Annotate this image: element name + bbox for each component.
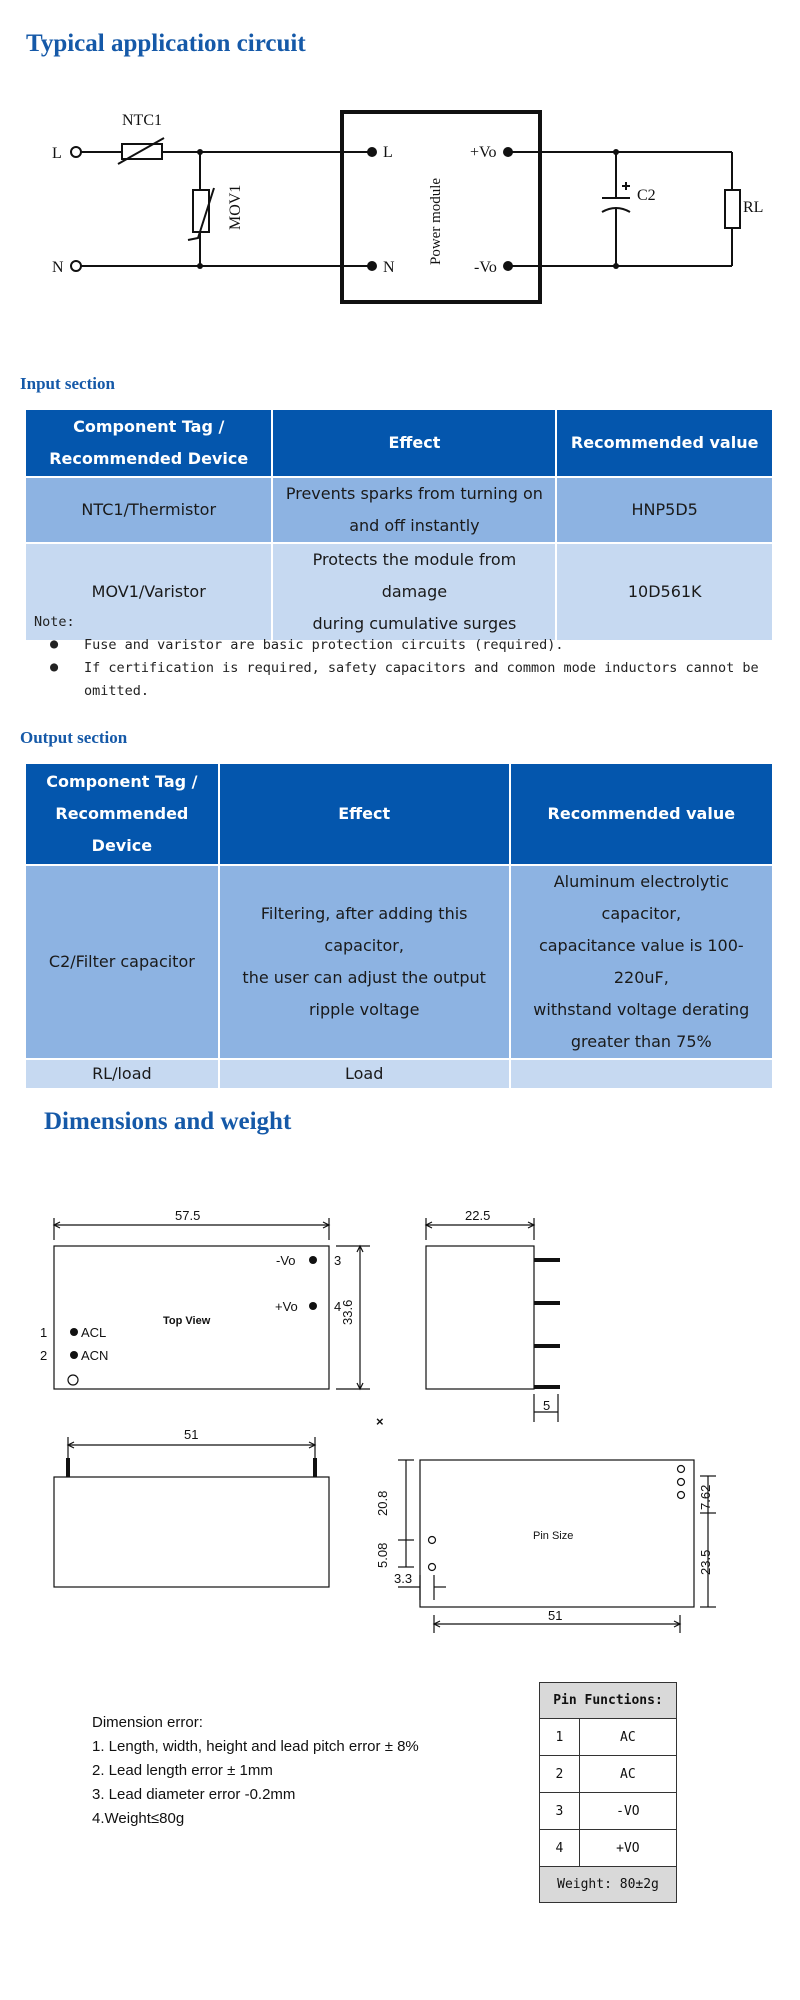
- table-row: [25, 1059, 773, 1089]
- top-view-acn: ACN: [81, 1348, 109, 1363]
- pin-function: AC: [579, 1719, 676, 1756]
- dimension-error-2: 2. Lead length error ± 1mm: [92, 1762, 273, 1779]
- n-input-label: N: [52, 259, 64, 276]
- pin-function: AC: [579, 1756, 676, 1793]
- output-rl-value: [510, 1059, 773, 1089]
- module-vo-pos-pin: [503, 147, 513, 157]
- power-module-label: Power module: [428, 177, 444, 265]
- vo-neg-label: -Vo: [474, 259, 497, 276]
- table-row: [540, 1830, 677, 1867]
- dimensions-drawing: [0, 1190, 800, 1650]
- side-pin: [534, 1344, 560, 1348]
- table-row: [25, 543, 773, 641]
- dimension-error-3: 3. Lead diameter error -0.2mm: [92, 1786, 296, 1803]
- pin-size-d1: 20.8: [375, 1490, 390, 1516]
- l-input-terminal: [71, 147, 81, 157]
- c2-label: C2: [637, 187, 656, 204]
- pin-size-d4: 7.62: [698, 1484, 713, 1510]
- note-item-1: Fuse and varistor are basic protection circuits (required).: [84, 637, 564, 653]
- pin-functions-table: [539, 1682, 677, 1903]
- top-view-marker-circle: [68, 1375, 78, 1385]
- output-rl-effect: Load: [219, 1059, 510, 1089]
- top-view-label: Top View: [163, 1315, 211, 1327]
- input-col-effect: Effect: [272, 409, 556, 477]
- pin-function: +VO: [579, 1830, 676, 1867]
- pin-size-d5: 23.5: [698, 1549, 713, 1575]
- application-circuit-diagram: [0, 90, 800, 320]
- side-pin: [534, 1301, 560, 1305]
- input-ntc1-component: NTC1/Thermistor: [25, 477, 272, 543]
- input-mov1-effect: Protects the module from damage during cumulative surges: [272, 543, 556, 641]
- pin-functions-weight: Weight: 80±2g: [540, 1867, 677, 1903]
- note-label: Note:: [34, 614, 75, 630]
- input-ntc1-value: HNP5D5: [556, 477, 773, 543]
- pin-size-d6: 51: [548, 1608, 563, 1623]
- input-mov1-component: MOV1/Varistor: [25, 543, 272, 641]
- dimension-error-4: 4.Weight≤80g: [92, 1810, 185, 1827]
- input-mov1-value: 10D561K: [556, 543, 773, 641]
- top-view-width: 57.5: [175, 1208, 201, 1223]
- module-vo-neg-pin: [503, 261, 513, 271]
- separator-mark: ×: [376, 1414, 384, 1429]
- front-view-pitch: 51: [184, 1427, 199, 1442]
- table-row: [540, 1793, 677, 1830]
- n-input-terminal: [71, 261, 81, 271]
- output-col-value: Recommended value: [510, 763, 773, 865]
- module-l-pin: [367, 147, 377, 157]
- side-view-width: 22.5: [465, 1208, 491, 1223]
- top-view-height: 33.6: [340, 1299, 355, 1325]
- rl-label: RL: [743, 199, 764, 216]
- note-item-2: If certification is required, safety capacitors and common mode inductors cannot be: [84, 660, 759, 676]
- output-c2-effect: Filtering, after adding this capacitor, the user can adjust the output ripple voltage: [219, 865, 510, 1059]
- module-n-pin: [367, 261, 377, 271]
- table-row: [540, 1719, 677, 1756]
- output-c2-component: C2/Filter capacitor: [25, 865, 219, 1059]
- side-view-pin-length: 5: [543, 1398, 551, 1413]
- pin-number: 2: [540, 1756, 580, 1793]
- dimensions-title: Dimensions and weight: [44, 1108, 292, 1135]
- side-view-outline: [426, 1246, 534, 1389]
- input-section-title: Input section: [20, 374, 115, 393]
- top-view-acl: ACL: [81, 1325, 107, 1340]
- module-l-pin-label: L: [383, 144, 393, 161]
- side-pin: [534, 1258, 560, 1262]
- module-n-pin-label: N: [383, 259, 395, 276]
- table-row: [25, 477, 773, 543]
- output-table-header-row: [25, 763, 773, 865]
- input-table-header-row: [25, 409, 773, 477]
- front-pin: [66, 1458, 70, 1477]
- dimension-error-1: 1. Length, width, height and lead pitch error ± 8%: [92, 1738, 419, 1755]
- table-row: [540, 1756, 677, 1793]
- pin-functions-title: Pin Functions:: [540, 1683, 677, 1719]
- side-pin: [534, 1385, 560, 1389]
- top-view-vo-pos: +Vo: [275, 1299, 298, 1314]
- input-ntc1-effect: Prevents sparks from turning on and off instantly: [272, 477, 556, 543]
- top-view-vo-neg: -Vo: [276, 1253, 296, 1268]
- pin-size-d2: 5.08: [375, 1542, 390, 1568]
- front-view-outline: [54, 1477, 329, 1587]
- circuit-title: Typical application circuit: [26, 30, 306, 57]
- note-bullet-1: ●: [50, 636, 59, 652]
- table-row: [25, 865, 773, 1059]
- rl-load-symbol: [725, 190, 740, 228]
- dimension-error-title: Dimension error:: [92, 1714, 203, 1731]
- vo-pos-label: +Vo: [470, 144, 497, 161]
- pin-number: 4: [540, 1830, 580, 1867]
- top-view-pin3: 3: [334, 1253, 342, 1268]
- output-section-table: [24, 762, 774, 1090]
- front-pin: [313, 1458, 317, 1477]
- pin-number: 1: [540, 1719, 580, 1756]
- pin-number: 3: [540, 1793, 580, 1830]
- top-view-pin1: 1: [40, 1325, 48, 1340]
- pin-function: -VO: [579, 1793, 676, 1830]
- output-col-component: Component Tag / Recommended Device: [25, 763, 219, 865]
- mov1-label: MOV1: [227, 184, 244, 230]
- top-view-pin2: 2: [40, 1348, 48, 1363]
- output-c2-value: Aluminum electrolytic capacitor, capacitance value is 100-220uF, withstand voltage derating greater than 75%: [510, 865, 773, 1059]
- input-col-component: Component Tag / Recommended Device: [25, 409, 272, 477]
- l-input-label: L: [52, 145, 62, 162]
- note-item-2-cont: omitted.: [84, 683, 150, 699]
- pin-size-d3: 3.3: [394, 1571, 413, 1586]
- top-view-pin4: 4: [334, 1299, 342, 1314]
- ntc1-label: NTC1: [122, 112, 162, 129]
- output-rl-component: RL/load: [25, 1059, 219, 1089]
- output-col-effect: Effect: [219, 763, 510, 865]
- input-col-value: Recommended value: [556, 409, 773, 477]
- output-section-title: Output section: [20, 728, 128, 747]
- input-section-table: [24, 408, 774, 642]
- note-bullet-2: ●: [50, 659, 59, 675]
- pin-size-label: Pin Size: [533, 1530, 574, 1542]
